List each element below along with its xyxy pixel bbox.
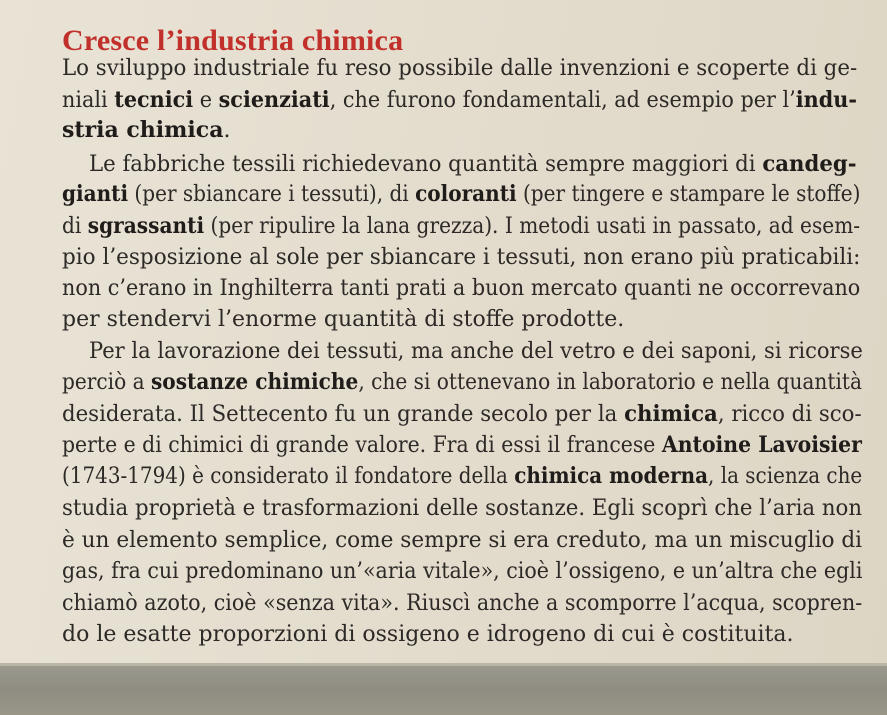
- text-run: non c’erano in Inghilterra tanti prati a buon mercato quanti ne occorrevano: [62, 276, 861, 301]
- text-line: [62, 431, 862, 460]
- text-run: niali: [62, 88, 115, 113]
- text-line: [62, 620, 794, 649]
- bold-term: chimica moderna: [514, 463, 709, 489]
- text-line: [62, 589, 862, 618]
- text-run: perciò a: [62, 370, 151, 395]
- text-run: perte e di chimici di grande valore. Fra di essi il francese: [62, 433, 662, 458]
- text-line: [62, 526, 862, 555]
- text-run: Per la lavorazione dei tessuti, ma anche del vetro e dei saponi, si ricorse: [89, 339, 863, 364]
- text-run: (per ripulire la lana grezza). I metodi usati in passato, ad esem-: [204, 214, 861, 239]
- text-line: [62, 305, 624, 334]
- section-title: Cresce l’industria chimica: [62, 24, 404, 57]
- text-line: [62, 212, 860, 241]
- text-run: chiamò azoto, cioè «senza vita». Riuscì anche a scomporre l’acqua, scopren-: [62, 591, 863, 616]
- text-run: , la scienza che: [708, 464, 863, 489]
- text-run: , ricco di sco-: [717, 402, 862, 427]
- text-run: pio l’esposizione al sole per sbiancare i tessuti, non erano più praticabili:: [62, 245, 861, 270]
- bold-term: gianti: [62, 181, 129, 207]
- bold-term: indu-: [795, 87, 857, 113]
- text-run: desiderata. Il Settecento fu un grande secolo per la: [62, 402, 625, 427]
- text-run: (1743-1794) è considerato il fondatore della: [62, 464, 515, 489]
- text-line: [62, 180, 860, 209]
- text-run: è un elemento semplice, come sempre si era creduto, ma un miscuglio di: [62, 528, 863, 553]
- text-run: , che si ottenevano in laboratorio e nella quantità: [358, 370, 862, 395]
- bold-term: stria chimica: [62, 117, 224, 143]
- text-run: .: [223, 118, 231, 143]
- text-run: per stendervi l’enorme quantità di stoffe prodotte.: [62, 307, 625, 332]
- text-line: [62, 368, 862, 397]
- text-run: Le fabbriche tessili richiedevano quantità sempre maggiori di: [89, 152, 763, 177]
- bold-term: scienziati: [218, 87, 330, 113]
- text-line: [62, 400, 862, 429]
- text-line: [62, 462, 862, 491]
- bold-term: sostanze chimiche: [150, 369, 359, 395]
- text-line: [62, 54, 857, 83]
- text-line: [89, 337, 863, 366]
- text-line: [89, 150, 857, 179]
- text-run: (per tingere e stampare le stoffe): [516, 182, 861, 207]
- text-run: gas, fra cui predominano un’«aria vitale», cioè l’ossigeno, e un’altra che egli: [62, 559, 863, 584]
- text-run: di: [62, 214, 88, 239]
- text-line: [62, 494, 862, 523]
- text-line: [62, 274, 860, 303]
- text-run: do le esatte proporzioni di ossigeno e idrogeno di cui è costituita.: [62, 622, 794, 647]
- text-line: [62, 116, 230, 145]
- bold-term: sgrassanti: [87, 213, 205, 239]
- bold-term: chimica: [624, 401, 718, 427]
- text-run: , che furono fondamentali, ad esempio per l’: [329, 88, 796, 113]
- bold-term: tecnici: [114, 87, 194, 113]
- bold-term: candeg-: [762, 151, 857, 177]
- image-strip: [0, 663, 887, 715]
- text-line: [62, 243, 860, 272]
- bold-term: coloranti: [415, 181, 517, 207]
- text-run: Lo sviluppo industriale fu reso possibile dalle invenzioni e scoperte di ge-: [62, 56, 858, 81]
- text-line: [62, 86, 857, 115]
- text-run: studia proprietà e trasformazioni delle sostanze. Egli scoprì che l’aria non: [62, 496, 863, 521]
- bold-term: Antoine Lavoisier: [661, 432, 862, 458]
- text-run: e: [193, 88, 219, 113]
- text-run: (per sbiancare i tessuti), di: [128, 182, 416, 207]
- text-line: [62, 557, 862, 586]
